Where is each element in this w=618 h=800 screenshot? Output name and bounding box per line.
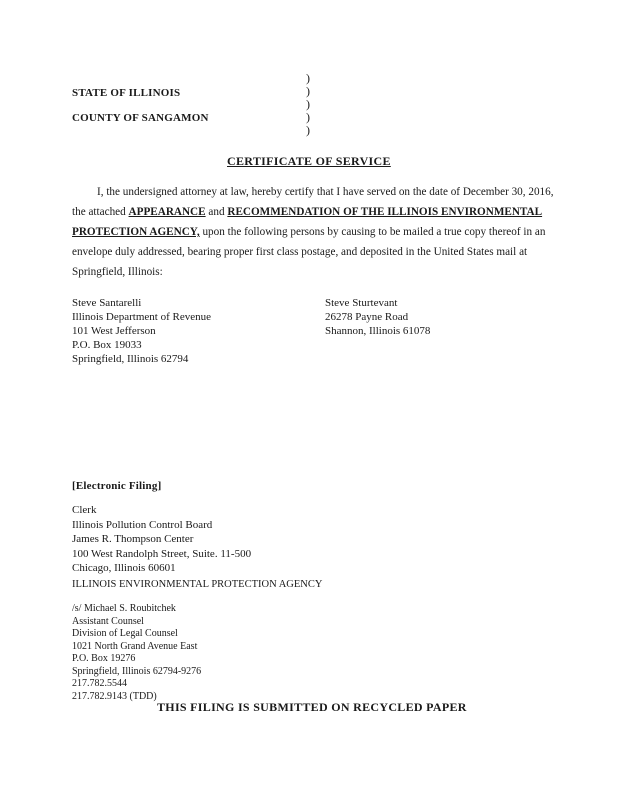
body-line-1: I, the undersigned attorney at law, hereby certify that I have served on the date of December 30, 2016, [97,186,554,198]
address-line: 26278 Payne Road [325,311,409,323]
recipient-address-1 [72,296,211,366]
address-line: Steve Sturtevant [325,297,398,309]
caption-county: COUNTY OF SANGAMON [72,112,209,124]
signature-line: 1021 North Grand Avenue East [72,640,198,652]
electronic-filing-heading: [Electronic Filing] [72,480,162,492]
recommendation-title: RECOMMENDATION OF THE ILLINOIS ENVIRONMENTAL [227,206,543,218]
caption-state: STATE OF ILLINOIS [72,87,181,99]
signature-line: 217.782.9143 (TDD) [72,690,157,702]
address-line: Illinois Department of Revenue [72,311,211,323]
address-line: 100 West Randolph Street, Suite. 11-500 [72,547,252,560]
signature-line: Springfield, Illinois 62794-9276 [72,665,202,677]
address-line: Clerk [72,504,97,516]
recycled-paper-footer: THIS FILING IS SUBMITTED ON RECYCLED PAPER [157,700,467,714]
body-line-3 [72,226,545,238]
address-line: P.O. Box 19033 [72,339,142,351]
signature-line: 217.782.5544 [72,678,127,689]
body-text: the attached [72,206,129,218]
caption-paren: ) [306,123,310,137]
caption-paren: ) [306,84,310,98]
caption-paren: ) [306,110,310,124]
body-line-4: envelope duly addressed, bearing proper first class postage, and deposited in the United States mail at [72,246,528,258]
signature-block [72,603,201,703]
recipient-address-2 [325,296,430,338]
caption-paren: ) [306,71,310,85]
appearance-title: APPEARANCE [128,206,206,218]
address-line: James R. Thompson Center [72,533,194,545]
address-line: Springfield, Illinois 62794 [72,353,189,365]
address-line: 101 West Jefferson [72,325,156,337]
body-text: upon the following persons by causing to be mailed a true copy thereof in an [199,226,546,238]
address-line: Steve Santarelli [72,297,142,309]
agency-name: ILLINOIS ENVIRONMENTAL PROTECTION AGENCY [72,579,323,590]
address-line: Chicago, Illinois 60601 [72,562,176,574]
signature-line: /s/ Michael S. Roubitchek [72,603,176,614]
document-title: CERTIFICATE OF SERVICE [227,154,391,168]
body-line-5: Springfield, Illinois: [72,266,163,278]
recommendation-title-cont: PROTECTION AGENCY, [72,226,200,238]
clerk-address [72,503,251,576]
caption-paren: ) [306,97,310,111]
caption-parentheses [306,72,310,137]
body-text: and [205,206,228,218]
address-line: Illinois Pollution Control Board [72,518,213,531]
signature-line: Assistant Counsel [72,615,144,627]
signature-line: P.O. Box 19276 [72,653,136,664]
signature-line: Division of Legal Counsel [72,628,178,639]
address-line: Shannon, Illinois 61078 [325,325,431,337]
body-line-2 [72,206,542,218]
